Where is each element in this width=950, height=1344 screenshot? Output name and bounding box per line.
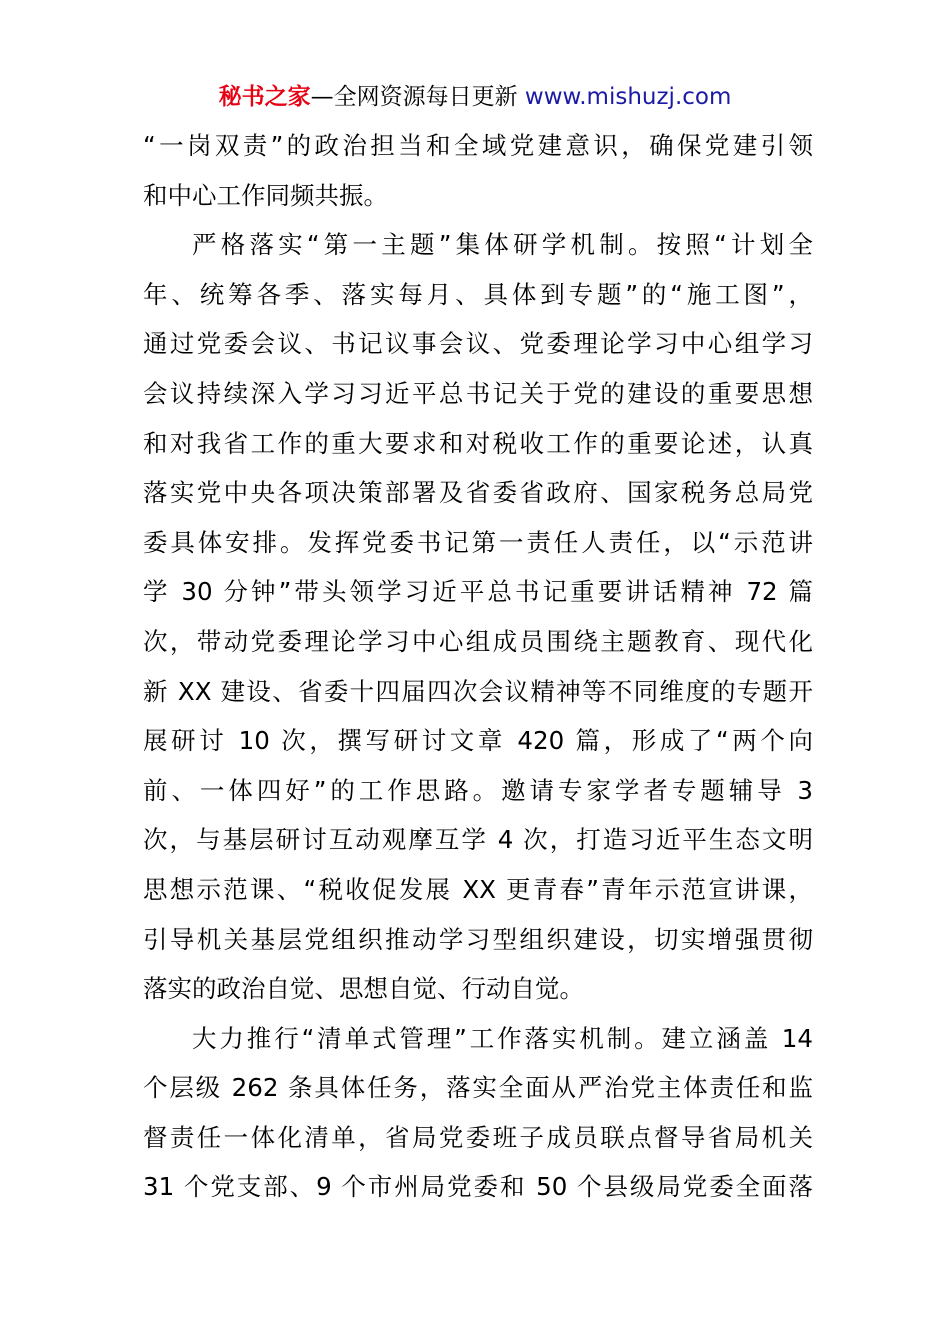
text-line: 次，带动党委理论学习中心组成员围绕主题教育、现代化 [143,626,813,656]
text-line: 大力推行“清单式管理”工作落实机制。建立涵盖 14 [192,1023,813,1053]
text-line: 个层级 262 条具体任务，落实全面从严治党主体责任和监 [143,1073,813,1103]
text-line: 会议持续深入学习习近平总书记关于党的建设的重要思想 [143,378,813,408]
site-url-link[interactable]: www.mishuzj.com [524,84,732,110]
text-line: 前、一体四好”的工作思路。邀请专家学者专题辅导 3 [143,775,813,805]
document-body [143,121,813,1212]
text-line: 通过党委会议、书记议事会议、党委理论学习中心组学习 [143,329,813,359]
text-line: 思想示范课、“税收促发展 XX 更青春”青年示范宣讲课， [143,874,813,904]
site-tagline: —全网资源每日更新 [310,84,525,110]
text-line: 新 XX 建设、省委十四届四次会议精神等不同维度的专题开 [143,676,813,706]
site-brand: 秘书之家 [218,84,311,110]
text-line: 和中心工作同频共振。 [143,180,388,210]
text-line: 督责任一体化清单，省局党委班子成员联点督导省局机关 [143,1122,813,1152]
site-header [0,80,950,114]
text-line: 落实党中央各项决策部署及省委省政府、国家税务总局党 [143,478,813,508]
paragraph [143,1014,813,1212]
text-line: 委具体安排。发挥党委书记第一责任人责任，以“示范讲 [143,527,813,557]
text-line: 引导机关基层党组织推动学习型组织建设，切实增强贯彻 [143,924,813,954]
text-line: “一岗双责”的政治担当和全域党建意识，确保党建引领 [143,131,813,160]
text-line: 年、统筹各季、落实每月、具体到专题”的“施工图”， [143,279,813,309]
text-line: 次，与基层研讨互动观摩互学 4 次，打造习近平生态文明 [143,825,813,855]
paragraph [143,121,813,220]
text-line: 落实的政治自觉、思想自觉、行动自觉。 [143,974,584,1004]
paragraph [143,220,813,1014]
text-line: 严格落实“第一主题”集体研学机制。按照“计划全 [192,230,813,260]
text-line: 31 个党支部、9 个市州局党委和 50 个县级局党委全面落 [143,1172,813,1202]
text-line: 学 30 分钟”带头领学习近平总书记重要讲话精神 72 篇 [143,577,813,607]
text-line: 和对我省工作的重大要求和对税收工作的重要论述，认真 [143,428,813,458]
text-line: 展研讨 10 次，撰写研讨文章 420 篇，形成了“两个向 [143,726,813,756]
